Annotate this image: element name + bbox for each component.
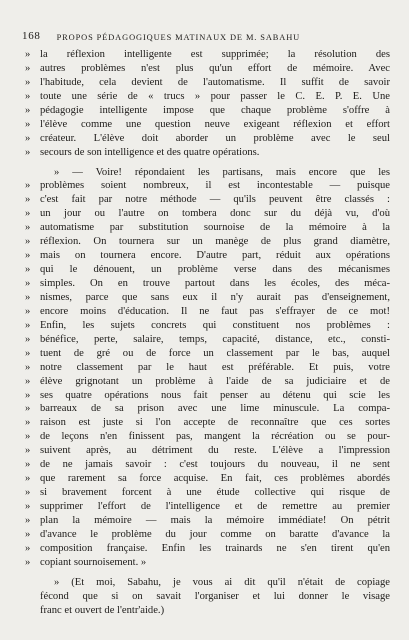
line-text: d'avance le problème du jour comme on baratte d'avance la	[40, 528, 390, 540]
line-text: qui le dénouent, un problème verse dans des mécanismes	[40, 264, 390, 276]
text-line	[25, 430, 390, 444]
text-line	[25, 542, 390, 556]
text-line	[25, 458, 390, 472]
line-text: encore moins d'éducation. Il ne faut pas s'effrayer de ce mot!	[40, 305, 390, 317]
quote-mark: »	[25, 305, 31, 317]
line-text: ses quatre opérations nous fait penser au détenu qui scie les	[40, 389, 390, 401]
text-line	[40, 576, 390, 590]
line-text: élève grignotant un problème à l'aide de sa judiciaire et de	[40, 375, 390, 387]
text-line	[25, 319, 390, 333]
quote-mark: »	[25, 250, 31, 262]
quote-mark: »	[25, 473, 31, 485]
text-line	[25, 132, 390, 146]
quote-mark: »	[25, 389, 31, 401]
text-line	[25, 277, 390, 291]
line-text: tuent de gré ou de force un classement par le bas, auquel	[40, 347, 390, 359]
quote-mark: »	[25, 62, 31, 74]
line-text: réflexion. On tournera sur un manège de plus grand diamètre,	[40, 236, 390, 248]
running-title: PROPOS PÉDAGOGIQUES MATINAUX DE M. SABAHU	[56, 33, 301, 42]
text-line	[25, 416, 390, 430]
line-text: » (Et moi, Sabahu, je vous ai dit qu'il n'était de copiage	[54, 576, 390, 588]
text-line	[25, 333, 390, 347]
line-text: supprimer l'effort de l'intelligence et de remettre au premier	[40, 501, 390, 512]
text-line	[25, 291, 390, 305]
quote-mark: »	[25, 104, 31, 116]
text-line	[25, 263, 390, 277]
quote-mark: »	[25, 222, 31, 234]
line-text: autres problèmes n'est plus qu'un effort de mémoire. Avec	[40, 62, 390, 74]
text-line	[25, 347, 390, 361]
line-text: pédagogie intelligente impose que chaque problème s'offre à	[40, 104, 390, 116]
quote-mark: »	[25, 319, 31, 331]
line-text: raison est juste si l'on accepte de reconnaître que ces sortes	[40, 417, 390, 429]
text-line	[25, 556, 390, 570]
quote-mark: »	[25, 445, 31, 457]
text-line	[25, 48, 390, 62]
quote-mark: »	[25, 146, 31, 158]
body-text	[25, 48, 390, 618]
line-text: la réflexion intelligente est supprimée; la résolution des	[40, 49, 390, 60]
line-text: nismes, parce que sans eux il n'y aurait pas d'enseignement,	[40, 291, 390, 303]
text-line	[25, 146, 390, 160]
line-text: toute une série de « trucs » pour passer le C. E. P. E. Une	[40, 90, 390, 102]
text-line	[25, 235, 390, 249]
line-text: mais on tournera encore. D'autre part, réduit aux opérations	[40, 250, 390, 262]
quote-mark: »	[25, 49, 31, 60]
quote-mark: »	[25, 208, 31, 220]
line-text: barreaux de sa prison avec une lime minuscule. La compa-	[40, 403, 390, 415]
line-text: bénéfice, perte, salaire, temps, capacité, distance, etc., consti-	[40, 333, 390, 345]
quote-mark: »	[25, 417, 31, 429]
text-line	[25, 221, 390, 235]
text-line	[25, 76, 390, 90]
line-text: copiant sournoisement. »	[40, 556, 147, 568]
line-text: c'est fait par notre méthode — qu'ils peuvent être classés :	[40, 194, 390, 206]
quote-mark: »	[25, 132, 31, 144]
quote-mark: »	[25, 236, 31, 248]
text-line	[25, 389, 390, 403]
text-line	[25, 104, 390, 118]
line-text: » — Voire! répondaient les partisans, mais encore que les	[54, 166, 390, 178]
text-line	[25, 486, 390, 500]
quote-mark: »	[25, 264, 31, 276]
line-text: composition française. Enfin les trainards ne s'en tirent qu'en	[40, 542, 390, 554]
quote-mark: »	[25, 556, 31, 568]
text-line	[25, 514, 390, 528]
line-text: que rarement sa force acquise. En fait, ces problèmes abordés	[40, 473, 390, 485]
quote-mark: »	[25, 501, 31, 512]
text-line	[25, 207, 390, 221]
quote-mark: »	[25, 487, 31, 499]
text-line	[40, 166, 390, 180]
line-text: fécond que si on savait l'organiser et lui donner le visage	[40, 590, 390, 602]
quote-mark: »	[25, 347, 31, 359]
quote-mark: »	[25, 459, 31, 471]
line-text: franc et ouvert de l'entr'aide.)	[40, 604, 165, 616]
line-text: Enfin, les sujets concrets qui constituent nos problèmes :	[40, 319, 390, 331]
text-line	[25, 375, 390, 389]
quote-mark: »	[25, 514, 31, 526]
quote-mark: »	[25, 194, 31, 206]
line-text: de leçons n'en finissent pas, mangent la récréation ou se pour-	[40, 431, 390, 443]
text-line	[25, 500, 390, 514]
quote-mark: »	[25, 90, 31, 102]
text-line	[25, 179, 390, 193]
text-line	[40, 604, 390, 618]
line-text: simples. On en trouve partout dans les écoles, des méca-	[40, 278, 390, 289]
quote-mark: »	[25, 118, 31, 130]
line-text: plan la mémoire — mais la mémoire immédiate! On pétrit	[40, 514, 390, 526]
quote-mark: »	[25, 76, 31, 88]
quote-mark: »	[25, 542, 31, 554]
quote-mark: »	[25, 431, 31, 443]
line-text: un jour ou l'autre on tombera donc sur du déjà vu, d'où	[40, 208, 390, 220]
text-line	[25, 305, 390, 319]
text-line	[25, 118, 390, 132]
text-line	[25, 249, 390, 263]
quote-mark: »	[25, 333, 31, 345]
text-line	[25, 193, 390, 207]
text-line	[25, 402, 390, 416]
page-number: 168	[22, 30, 41, 42]
line-text: créateur. L'élève doit aborder un problème avec le seul	[40, 132, 390, 144]
text-line	[25, 90, 390, 104]
quote-mark: »	[25, 278, 31, 289]
quote-mark: »	[25, 361, 31, 373]
line-text: de ne jamais savoir : c'est toujours du nouveau, il ne sent	[40, 459, 390, 471]
page-header	[22, 28, 387, 42]
line-text: notre classement par le haut est préférable. Et puis, votre	[40, 361, 390, 373]
text-line	[40, 590, 390, 604]
line-text: problèmes soient nombreux, il est incontestable — puisque	[40, 180, 390, 192]
line-text: automatisme par substitution sournoise de la mémoire à la	[40, 222, 390, 234]
text-line	[25, 444, 390, 458]
quote-mark: »	[25, 528, 31, 540]
line-text: l'habitude, cela devient de l'automatisme. Il suffit de savoir	[40, 76, 390, 88]
quote-mark: »	[25, 375, 31, 387]
quote-mark: »	[25, 403, 31, 415]
quote-mark: »	[25, 180, 31, 192]
text-line	[25, 528, 390, 542]
line-text: secours de son intelligence et des quatre opérations.	[40, 146, 260, 158]
quote-mark: »	[25, 291, 31, 303]
line-text: si bravement forcent à une étude collective qui risque de	[40, 487, 390, 499]
line-text: l'élève comme une question neuve exigeant réflexion et effort	[40, 118, 390, 130]
text-line	[25, 472, 390, 486]
text-line	[25, 361, 390, 375]
line-text: suivent après, au détriment du reste. L'élève a l'impression	[40, 445, 390, 457]
text-line	[25, 62, 390, 76]
